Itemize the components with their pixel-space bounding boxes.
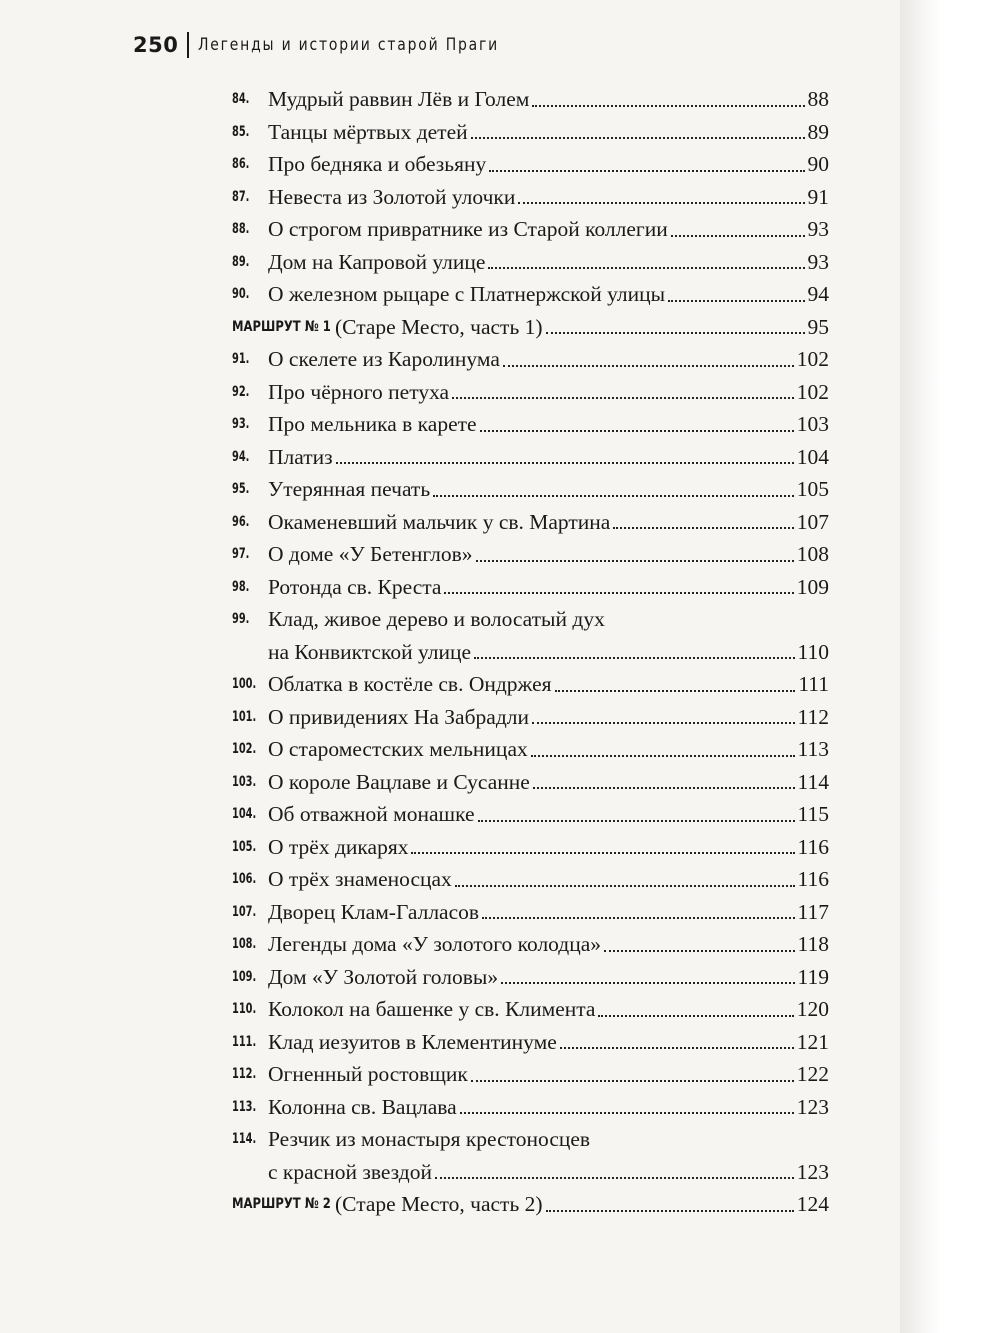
entry-title: Клад, живое дерево и волосатый дух bbox=[268, 607, 605, 631]
toc-entry bbox=[232, 441, 829, 474]
entry-number: 95. bbox=[232, 481, 250, 497]
dot-leader bbox=[488, 267, 804, 269]
page-ref: 108 bbox=[796, 542, 829, 566]
entry-title-block bbox=[268, 1123, 829, 1188]
page-ref: 93 bbox=[807, 249, 829, 274]
page-ref: 119 bbox=[797, 964, 829, 989]
entry-number: 88. bbox=[232, 221, 250, 237]
entry-title: О староместских мельницах bbox=[268, 737, 528, 761]
entry-title: Дом «У Золотой головы» bbox=[268, 964, 499, 989]
entry-title-continued: с красной звездой bbox=[268, 1159, 432, 1184]
entry-number: 98. bbox=[232, 578, 250, 595]
toc-entry bbox=[232, 506, 829, 539]
toc-entry bbox=[232, 993, 829, 1026]
toc-entry bbox=[232, 181, 829, 214]
toc-entry bbox=[232, 798, 829, 831]
entry-title: Окаменевший мальчик у св. Мартина bbox=[268, 509, 611, 534]
entry-title: Легенды дома «У золотого колодца» bbox=[268, 932, 602, 956]
entry-title: Об отважной монашке bbox=[268, 802, 475, 826]
dot-leader bbox=[478, 820, 795, 822]
entry-title: Про чёрного петуха bbox=[268, 379, 450, 404]
route-label: МАРШРУТ № 2 bbox=[232, 1196, 331, 1212]
dot-leader bbox=[555, 690, 796, 692]
entry-number: 103. bbox=[232, 773, 257, 790]
page-ref: 109 bbox=[796, 574, 829, 599]
page-ref: 105 bbox=[796, 477, 829, 501]
dot-leader bbox=[474, 657, 795, 659]
dot-leader bbox=[546, 1210, 794, 1212]
dot-leader bbox=[336, 462, 794, 464]
entry-title: Дворец Клам-Галласов bbox=[268, 899, 480, 924]
page-ref: 118 bbox=[797, 932, 829, 956]
entry-number: 92. bbox=[232, 383, 250, 400]
entry-title: Дом на Капровой улице bbox=[268, 249, 486, 274]
entry-title: Колонна св. Вацлава bbox=[268, 1094, 457, 1119]
toc-entry bbox=[232, 928, 829, 961]
page-ref: 91 bbox=[807, 184, 829, 209]
page-ref: 102 bbox=[796, 347, 829, 371]
toc-entry bbox=[232, 571, 829, 604]
page-ref: 107 bbox=[796, 509, 829, 534]
entry-title: О короле Вацлаве и Сусанне bbox=[268, 769, 530, 794]
dot-leader bbox=[604, 950, 795, 952]
toc-entry bbox=[232, 538, 829, 571]
toc-entry bbox=[232, 701, 829, 734]
toc-entry bbox=[232, 376, 829, 409]
entry-title: Платиз bbox=[268, 444, 333, 469]
toc-entry bbox=[232, 863, 829, 896]
toc-entry bbox=[232, 1123, 829, 1188]
dot-leader bbox=[460, 1112, 794, 1114]
entry-number: 100. bbox=[232, 676, 257, 692]
entry-title-continued: на Конвиктской улице bbox=[268, 639, 472, 664]
entry-number: 106. bbox=[232, 871, 257, 887]
entry-number: 94. bbox=[232, 448, 250, 465]
entry-number: 84. bbox=[232, 91, 250, 107]
entry-number: 109. bbox=[232, 968, 257, 985]
dot-leader bbox=[480, 430, 794, 432]
entry-title: О трёх дикарях bbox=[268, 834, 409, 859]
dot-leader bbox=[531, 755, 795, 757]
entry-number: 93. bbox=[232, 416, 250, 432]
entry-number: 104. bbox=[232, 806, 257, 822]
entry-title: Ротонда св. Креста bbox=[268, 574, 442, 599]
page-edge bbox=[900, 0, 1000, 1333]
dot-leader bbox=[455, 885, 795, 887]
toc-entry bbox=[232, 246, 829, 279]
page-ref: 122 bbox=[796, 1062, 829, 1086]
entry-title: Колокол на башенке у св. Климента bbox=[268, 997, 596, 1021]
page-ref: 117 bbox=[797, 899, 829, 924]
toc-entry bbox=[232, 83, 829, 116]
dot-leader bbox=[433, 495, 794, 497]
toc-route-entry bbox=[232, 311, 829, 344]
entry-title: О привидениях На Забрадли bbox=[268, 704, 529, 729]
toc-entry bbox=[232, 831, 829, 864]
entry-number: 113. bbox=[232, 1098, 257, 1115]
page-ref: 112 bbox=[797, 704, 829, 729]
entry-title: О трёх знаменосцах bbox=[268, 867, 452, 891]
dot-leader bbox=[452, 397, 794, 399]
toc-entry bbox=[232, 278, 829, 311]
toc-entry bbox=[232, 733, 829, 766]
entry-number: 90. bbox=[232, 286, 250, 302]
running-header bbox=[133, 32, 565, 58]
entry-title: О строгом привратнике из Старой коллегии bbox=[268, 217, 668, 241]
page-ref: 90 bbox=[807, 152, 829, 176]
dot-leader bbox=[444, 592, 793, 594]
page-ref: 116 bbox=[797, 834, 829, 859]
toc-entry bbox=[232, 343, 829, 376]
route-label: МАРШРУТ № 1 bbox=[232, 318, 331, 335]
page-ref: 89 bbox=[807, 119, 829, 144]
entry-number: 112. bbox=[232, 1066, 257, 1082]
dot-leader bbox=[471, 1080, 794, 1082]
page-ref: 123 bbox=[796, 1094, 829, 1119]
dot-leader bbox=[532, 105, 804, 107]
dot-leader bbox=[471, 137, 805, 139]
dot-leader bbox=[501, 982, 794, 984]
entry-title: Про мельника в карете bbox=[268, 412, 477, 436]
dot-leader bbox=[435, 1177, 794, 1179]
dot-leader bbox=[489, 170, 804, 172]
entry-number: 97. bbox=[232, 546, 250, 562]
toc-entry bbox=[232, 148, 829, 181]
toc-entry bbox=[232, 408, 829, 441]
route-title: (Старе Место, часть 1) bbox=[335, 314, 543, 339]
entry-title-block bbox=[268, 603, 829, 668]
page-ref: 94 bbox=[807, 282, 829, 306]
page-ref: 103 bbox=[796, 412, 829, 436]
entry-title: О доме «У Бетенглов» bbox=[268, 542, 473, 566]
page-ref: 116 bbox=[797, 867, 829, 891]
toc-entry bbox=[232, 213, 829, 246]
page-ref: 111 bbox=[798, 672, 829, 696]
page-ref: 120 bbox=[796, 997, 829, 1021]
page-ref: 115 bbox=[797, 802, 829, 826]
dot-leader bbox=[482, 917, 795, 919]
entry-number: 110. bbox=[232, 1001, 257, 1017]
table-of-contents bbox=[232, 83, 829, 1221]
dot-leader bbox=[546, 332, 805, 334]
dot-leader bbox=[518, 202, 804, 204]
toc-entry bbox=[232, 961, 829, 994]
entry-title: О скелете из Каролинума bbox=[268, 347, 500, 371]
entry-number: 102. bbox=[232, 741, 257, 757]
page-ref: 113 bbox=[797, 737, 829, 761]
entry-title: О железном рыцаре с Платнержской улицы bbox=[268, 282, 666, 306]
entry-number: 108. bbox=[232, 936, 257, 952]
entry-number: 111. bbox=[232, 1033, 257, 1050]
dot-leader bbox=[476, 560, 794, 562]
page-ref: 114 bbox=[797, 769, 829, 794]
entry-number: 96. bbox=[232, 513, 250, 530]
dot-leader bbox=[668, 300, 804, 302]
entry-title: Утерянная печать bbox=[268, 477, 431, 501]
entry-number: 91. bbox=[232, 351, 250, 367]
route-title: (Старе Место, часть 2) bbox=[335, 1192, 543, 1216]
entry-title: Облатка в костёле св. Ондржея bbox=[268, 672, 552, 696]
dot-leader bbox=[533, 787, 795, 789]
dot-leader bbox=[613, 527, 793, 529]
page-number: 250 bbox=[133, 33, 179, 57]
entry-title: Резчик из монастыря крестоносцев bbox=[268, 1127, 591, 1151]
book-title: Легенды и истории старой Праги bbox=[198, 35, 500, 55]
dot-leader bbox=[560, 1047, 794, 1049]
dot-leader bbox=[503, 365, 794, 367]
entry-number: 107. bbox=[232, 903, 257, 920]
dot-leader bbox=[532, 722, 795, 724]
entry-number: 85. bbox=[232, 123, 250, 140]
toc-route-entry bbox=[232, 1188, 829, 1221]
entry-title: Мудрый раввин Лёв и Голем bbox=[268, 87, 530, 111]
toc-entry bbox=[232, 1026, 829, 1059]
dot-leader bbox=[411, 852, 794, 854]
header-divider bbox=[187, 32, 189, 58]
entry-number: 105. bbox=[232, 838, 257, 855]
toc-entry bbox=[232, 1091, 829, 1124]
page-ref: 88 bbox=[807, 87, 829, 111]
page-ref: 93 bbox=[807, 217, 829, 241]
entry-number: 87. bbox=[232, 188, 250, 205]
entry-number: 99. bbox=[232, 611, 250, 627]
toc-entry bbox=[232, 766, 829, 799]
toc-entry bbox=[232, 1058, 829, 1091]
page-ref: 110 bbox=[797, 639, 829, 664]
entry-number: 89. bbox=[232, 253, 250, 270]
page-ref: 124 bbox=[796, 1192, 829, 1216]
entry-title: Про бедняка и обезьяну bbox=[268, 152, 487, 176]
page-ref: 121 bbox=[796, 1029, 829, 1054]
page-ref: 104 bbox=[796, 444, 829, 469]
entry-title: Танцы мёртвых детей bbox=[268, 119, 468, 144]
entry-title: Клад иезуитов в Клементинуме bbox=[268, 1029, 557, 1054]
entry-number: 101. bbox=[232, 708, 257, 725]
entry-number: 86. bbox=[232, 156, 250, 172]
dot-leader bbox=[598, 1015, 793, 1017]
page-ref: 102 bbox=[796, 379, 829, 404]
dot-leader bbox=[671, 235, 805, 237]
page-ref: 123 bbox=[796, 1159, 829, 1184]
toc-entry bbox=[232, 603, 829, 668]
toc-entry bbox=[232, 116, 829, 149]
toc-entry bbox=[232, 473, 829, 506]
entry-title: Огненный ростовщик bbox=[268, 1062, 468, 1086]
entry-number: 114. bbox=[232, 1131, 257, 1147]
entry-title: Невеста из Золотой улочки bbox=[268, 184, 516, 209]
toc-entry bbox=[232, 668, 829, 701]
page-ref: 95 bbox=[807, 314, 829, 339]
toc-entry bbox=[232, 896, 829, 929]
